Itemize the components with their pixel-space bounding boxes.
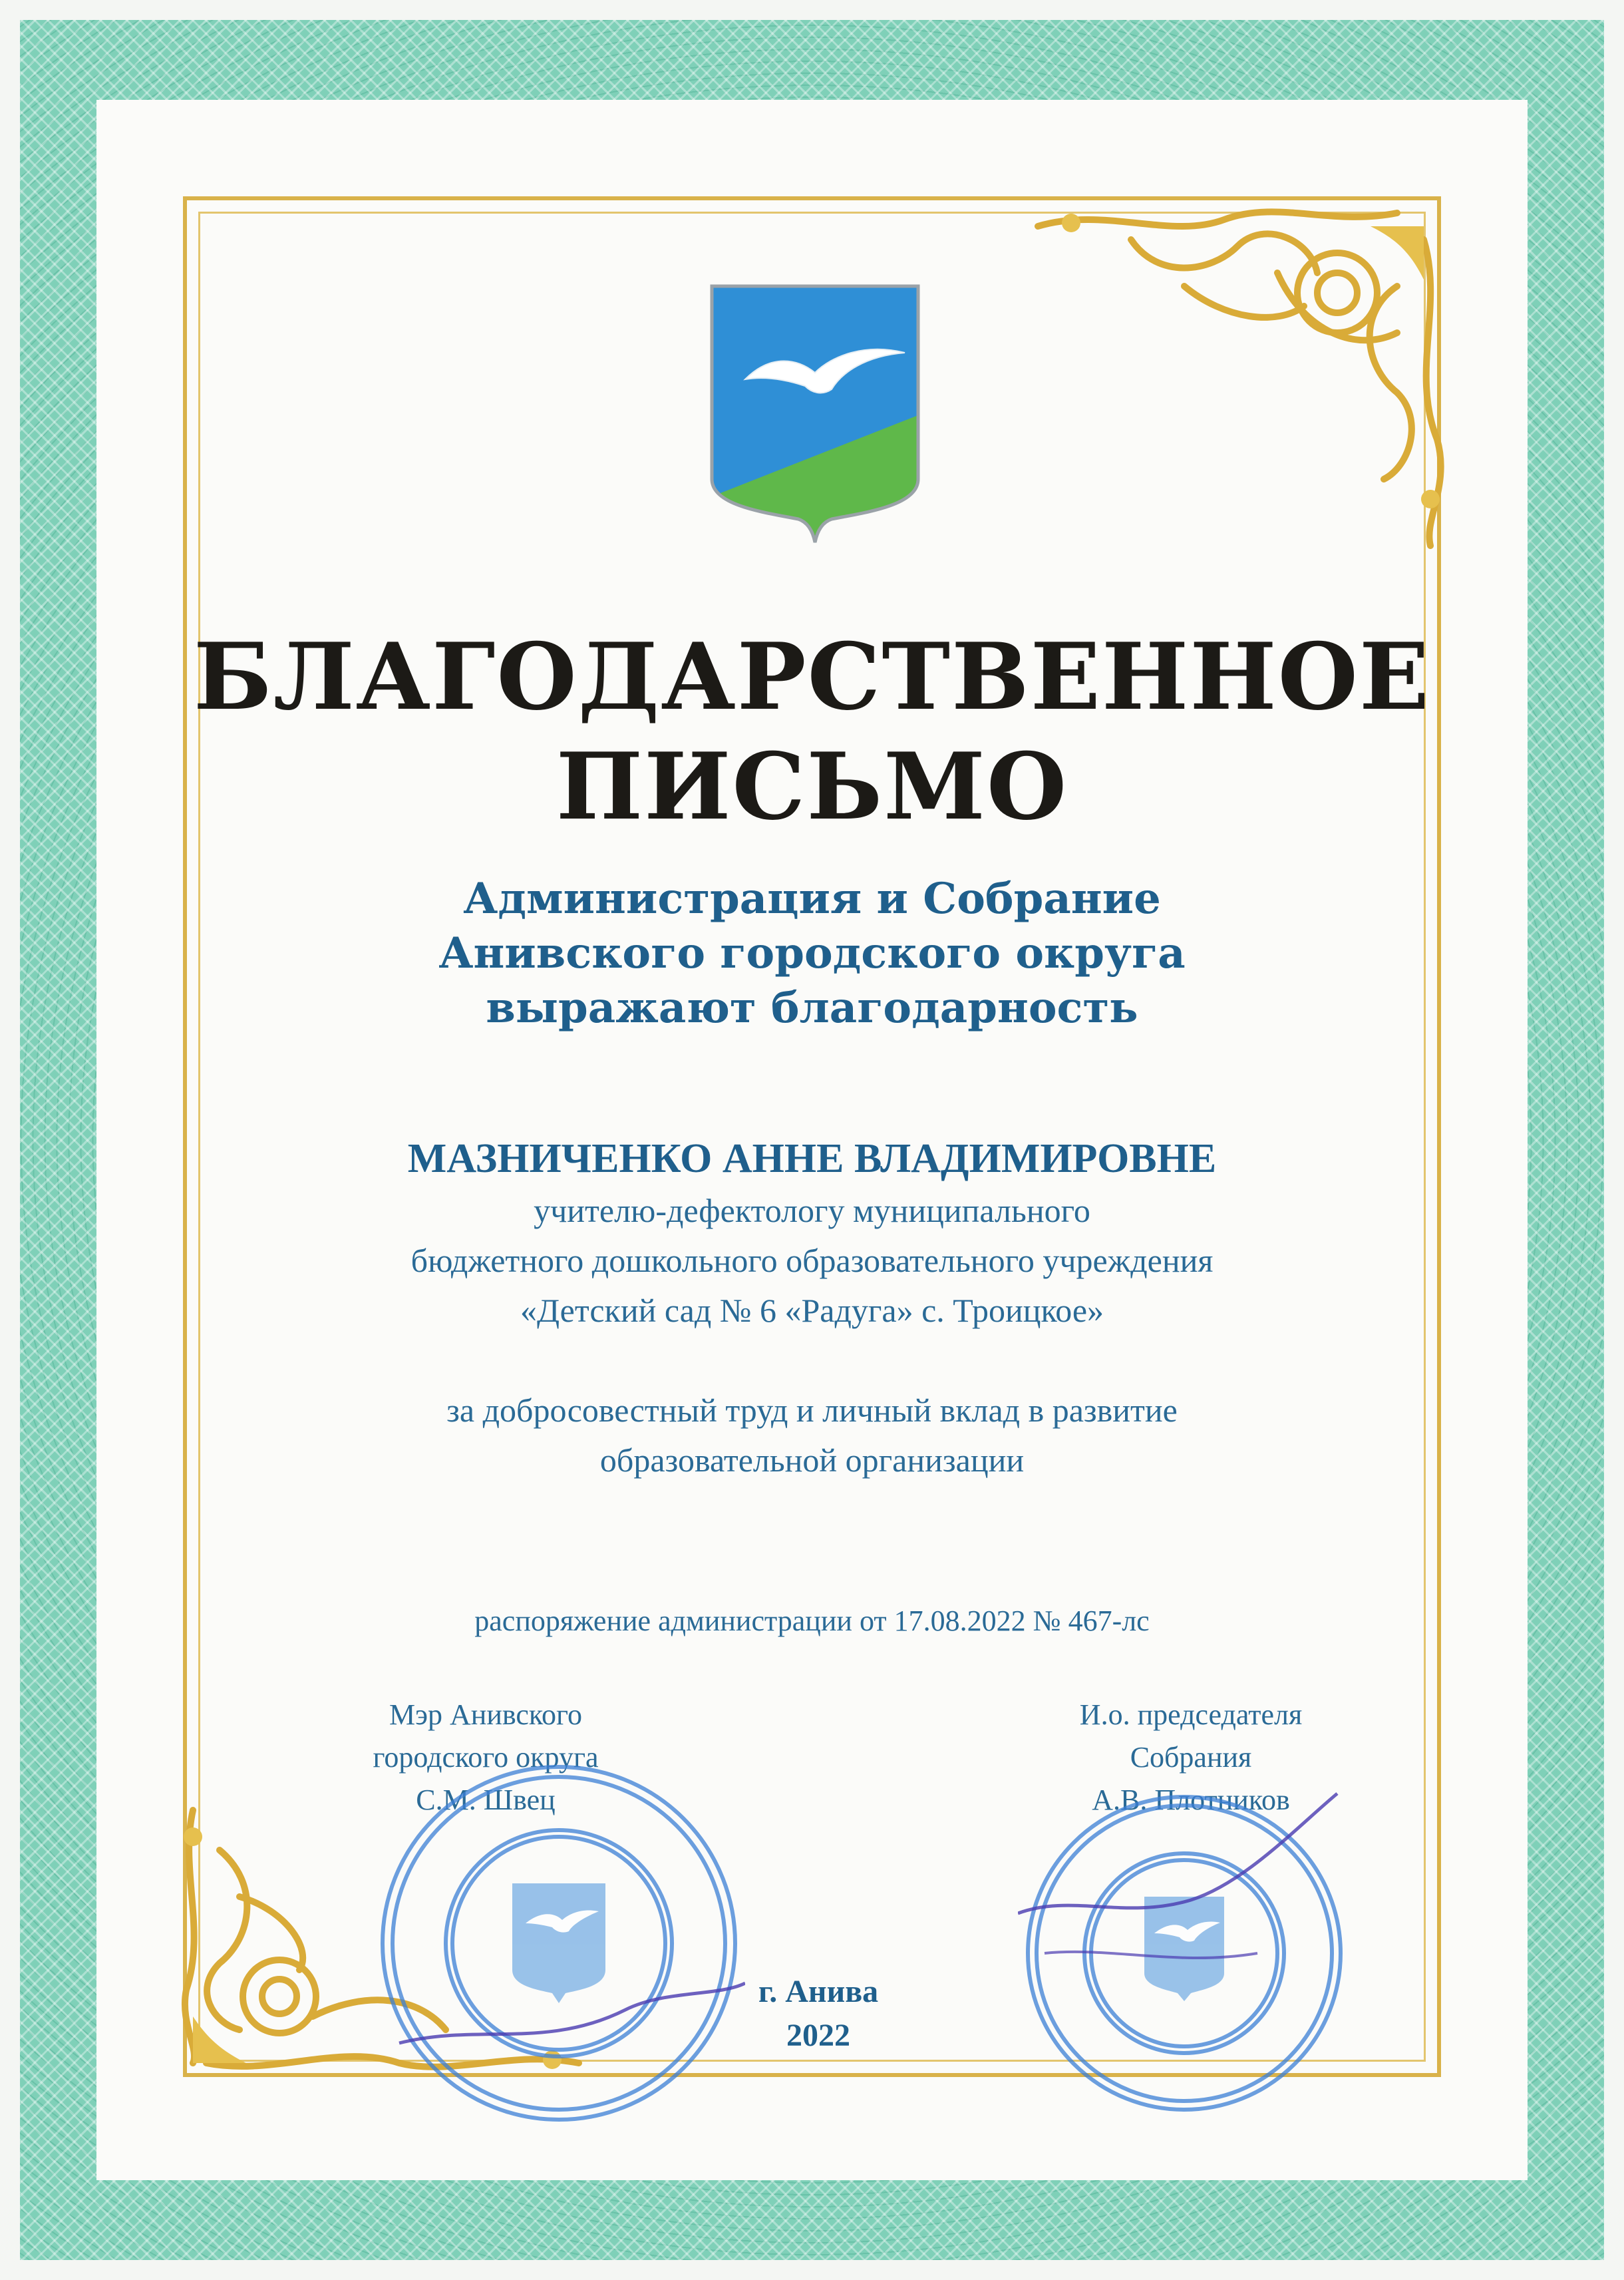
coat-of-arms-icon	[705, 280, 925, 546]
reason-line2: образовательной организации	[599, 1441, 1025, 1479]
corner-ornament-top-right-icon	[1025, 200, 1450, 559]
position-line2: бюджетного дошкольного образовательного учреждения	[410, 1242, 1214, 1279]
subtitle-line2: Анивского городского округа	[438, 928, 1186, 978]
year: 2022	[786, 2018, 850, 2053]
place-name: г. Анива	[758, 1974, 879, 2009]
subtitle-line3: выражают благодарность	[486, 983, 1138, 1033]
title-line1: БЛАГОДАРСТВЕННОЕ	[193, 622, 1431, 731]
right-signatory-name: А.В. Плотников	[1092, 1784, 1290, 1816]
left-signatory-title: Мэр Анивского	[389, 1698, 583, 1731]
order-reference: распоряжение администрации от 17.08.2022 № 467-лс	[474, 1605, 1150, 1637]
right-signatory-title: И.о. председателя	[1079, 1698, 1303, 1731]
right-signatory-title-2: Собрания	[1130, 1741, 1252, 1774]
round-seal-icon	[1018, 1787, 1351, 2120]
recipient-name: МАЗНИЧЕНКО АННЕ ВЛАДИМИРОВНЕ	[407, 1136, 1217, 1181]
position-line1: учителю-дефектологу муниципального	[534, 1192, 1090, 1229]
position-line3: «Детский сад № 6 «Радуга» с. Троицкое»	[520, 1292, 1104, 1329]
subtitle-line1: Администрация и Собрание	[463, 874, 1161, 924]
title-line2: ПИСЬМО	[556, 732, 1068, 841]
left-signatory-title-2: городского округа	[373, 1741, 599, 1774]
round-seal-icon	[373, 1757, 745, 2130]
reason-line1: за добросовестный труд и личный вклад в развитие	[446, 1392, 1178, 1429]
left-signatory-name: С.М. Швец	[416, 1784, 556, 1816]
place-and-year	[732, 1970, 905, 2058]
